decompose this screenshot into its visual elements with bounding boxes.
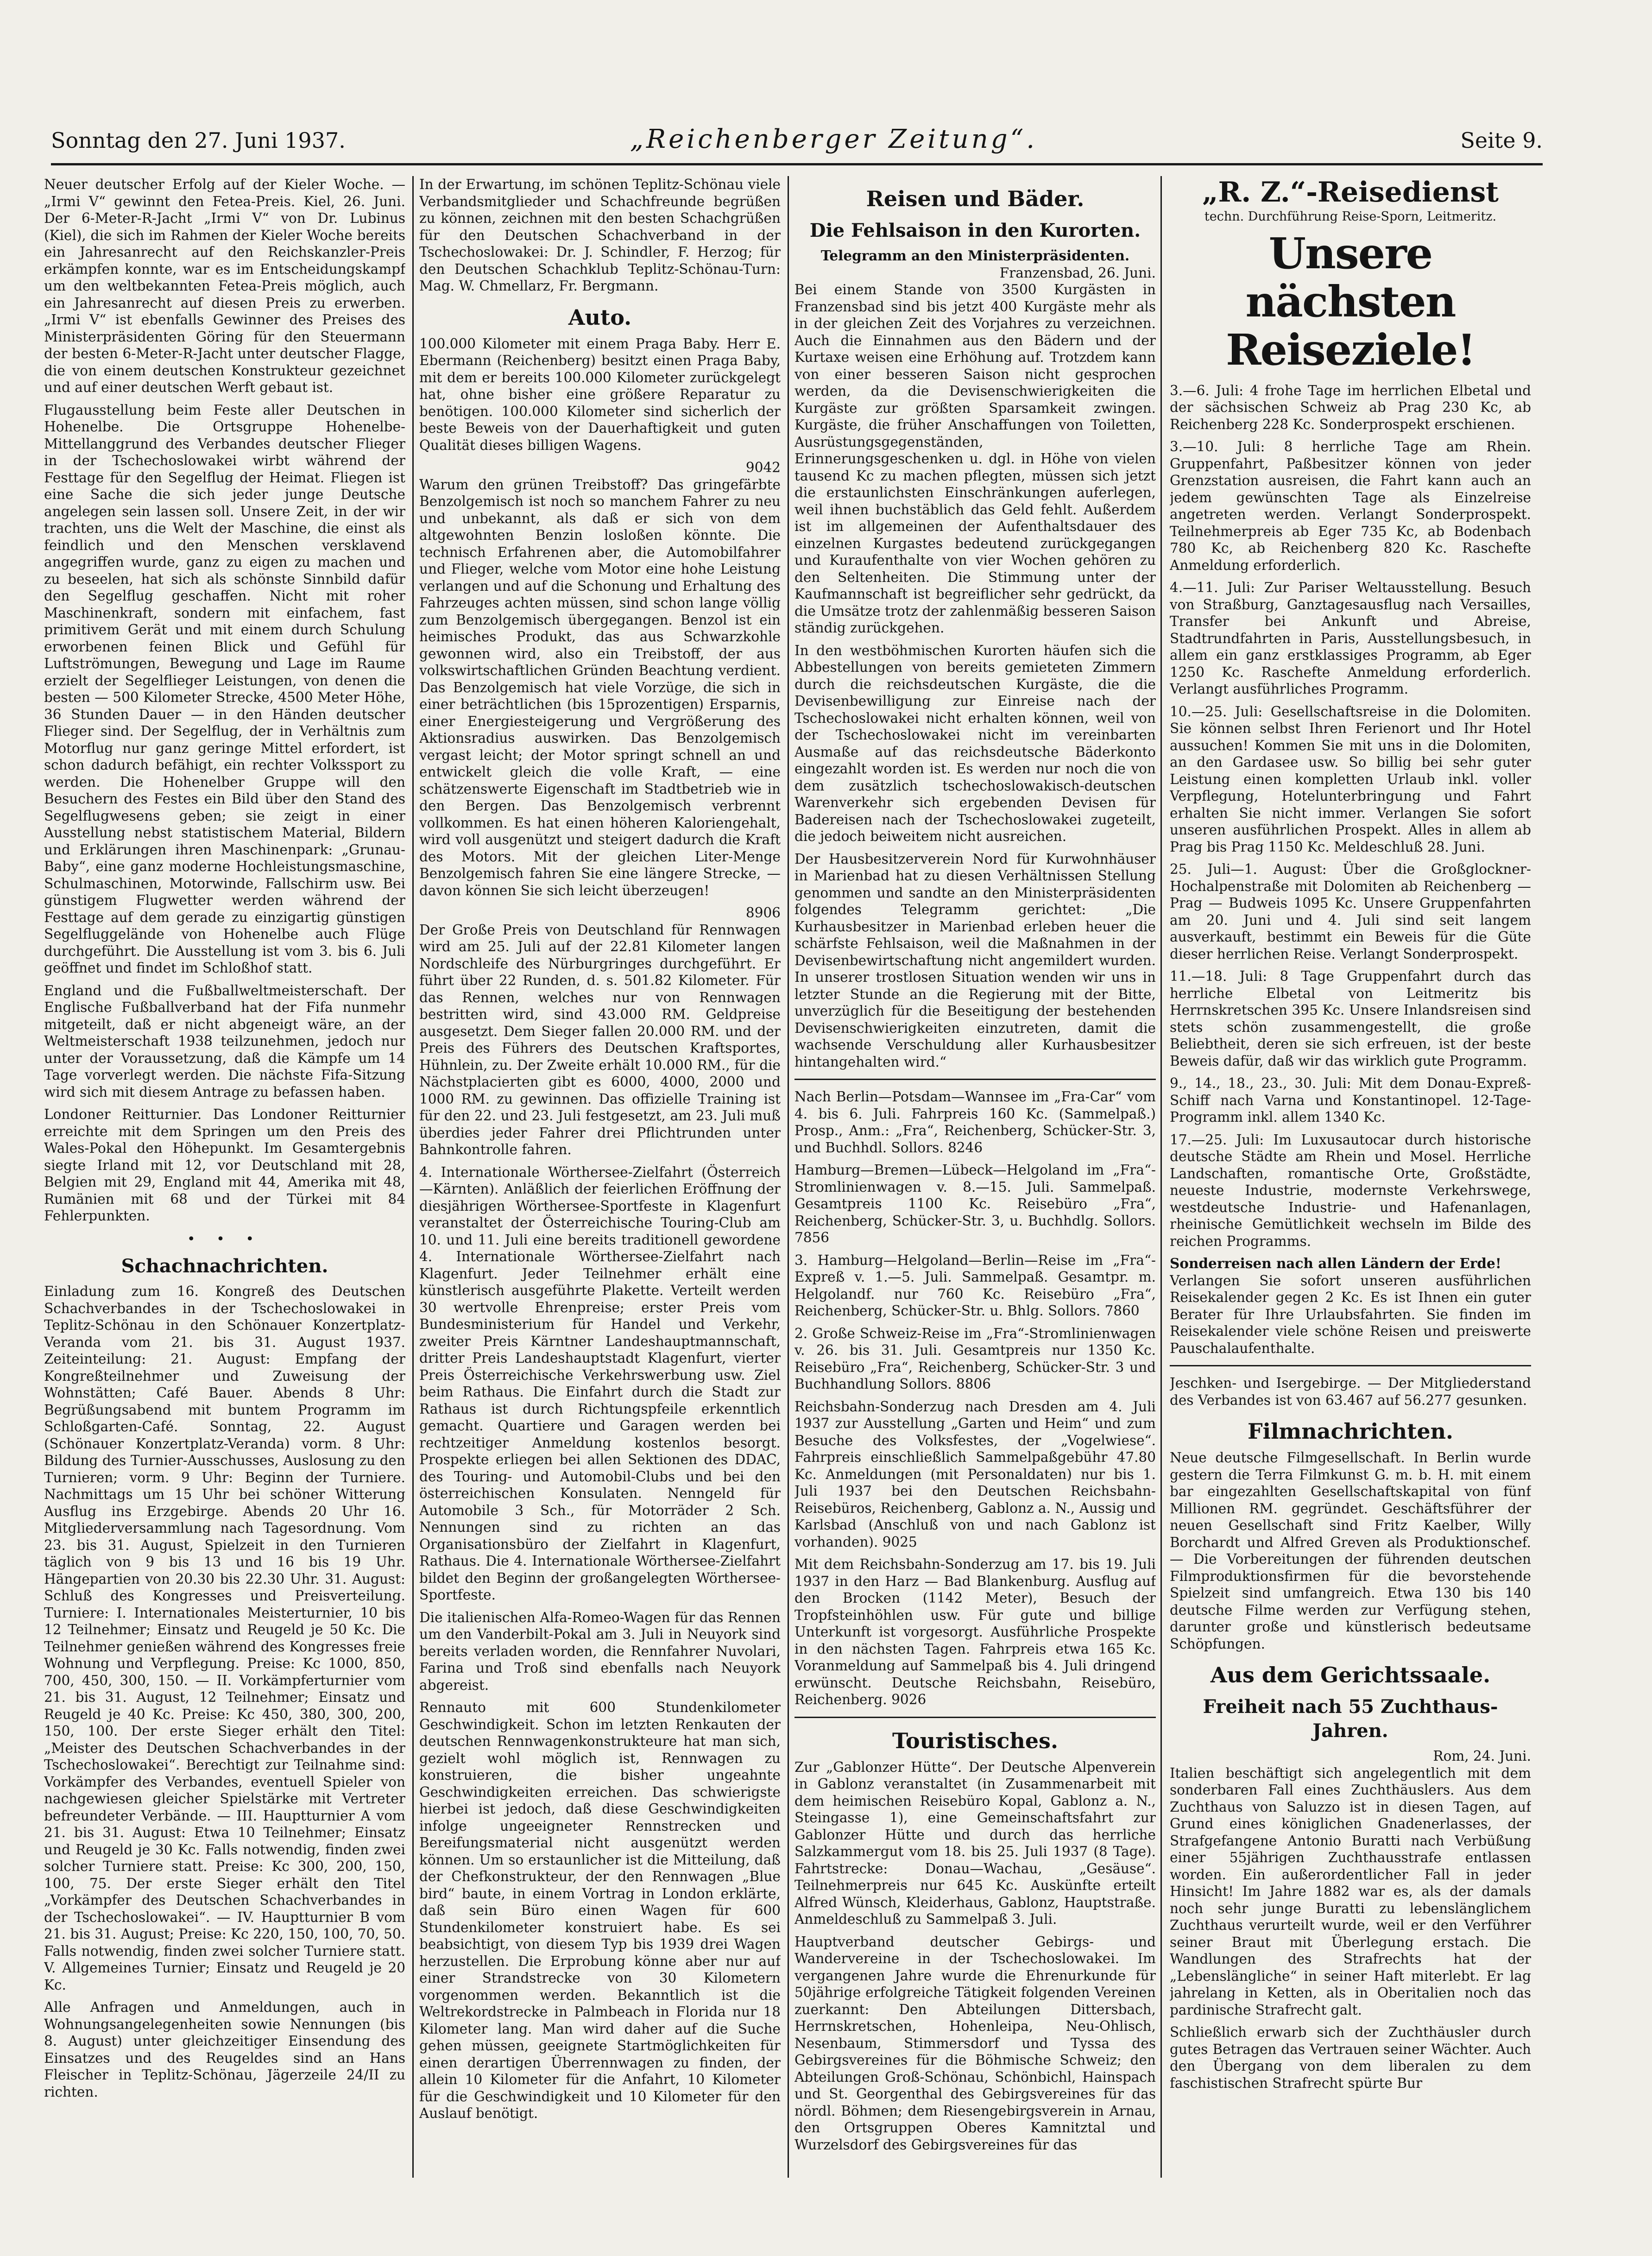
travel-ad: Nach Berlin—Potsdam—Wannsee im „Fra-Car“ vom 4. bis 6. Juli. Fahrpreis 160 Kc. (Sammelpaß.) Prosp., Anm.: „Fra“, Reichenberg, Schücker-Str. 3, und Buchhdl. Sollors. 8246 [794,1089,1156,1156]
article-reitturnier: Londoner Reitturnier. Das Londoner Reitturnier erreichte mit dem Springen um den Preis des Wales-Pokal den Höhepunkt. Im Gesamtergebnis siegte Irland mit 12, vor Deutschland mit 28, Belgien mit 29, England mit 44, Amerika mit 48, Rumänien mit 68 und der Türkei mit 84 Fehlerpunkten. [44,1106,405,1224]
article-treibstoff: Warum den grünen Treibstoff? Das gringefärbte Benzolgemisch ist noch so manchem Fahrer zu neu und unbekannt, als daß er sich von dem altgewohnten Benzin losloßen könnte. Die technisch Erfahrenen aber, die Automobilfahrer und Flieger, welche vom Motor eine hohe Leistung verlangen und auf die Schonung und Erhaltung des Fahrzeuges achten müssen, sind schon lange völlig zum Benzolgemisch übergegangen. Benzol ist ein heimisches Produkt, das aus Schwarzkohle gewonnen wird, also ein Treibstoff, der aus volkswirtschaftlichen Gründen Beachtung verdient. Das Benzolgemisch hat viele Vorzüge, die sich in einer beträchtlichen (bis 15prozentigen) Ersparnis, einer Energiesteigerung und Vergrößerung des Aktionsradius auswirken. Das Benzolgemisch vergast leicht; der Motor springt schnell an und entwickelt gleich die volle Kraft, — eine schätzenswerte Eigenschaft im Stadtbetrieb wie in den Bergen. Das Benzolgemisch verbrennt vollkommen. Es hat einen höheren Kaloriengehalt, wird voll ausgenützt und steigert dadurch die Kraft des Motors. Mit der gleichen Liter-Menge Benzolgemisch fahren Sie eine längere Strecke, — davon können Sie sich leicht überzeugen! [419,476,781,898]
ad-subtitle: techn. Durchführung Reise-Sporn, Leitmeritz. [1204,209,1497,224]
ad-title-reisedienst: „R. Z.“-Reisedienst [1202,176,1499,209]
article-headline-fehlsaison: Die Fehlsaison in den Kurorten. [809,220,1141,241]
newspaper-title: „Reichenberger Zeitung“. [630,124,1038,154]
column-3 [794,176,1156,2182]
trip-item: 11.—18. Juli: 8 Tage Gruppenfahrt durch das herrliche Elbetal von Leitmeritz bis Herrnskretschen 395 Kc. Unsere Inlandsreisen sind stets schön zusammengestellt, die große Beliebtheit, deren sie sich erfreuen, ist der beste Beweis dafür, daß wir das wirklich gute Programm. [1170,968,1531,1069]
section-separator: • • • [187,1231,263,1247]
dateline: Rom, 24. Juni. [1433,1748,1531,1764]
article-jeschken: Jeschken- und Isergebirge. — Der Mitgliederstand des Verbandes ist von 63.467 auf 56.277 gesunken. [1170,1375,1531,1408]
column-divider [1160,176,1162,2178]
article-kurorte: In den westböhmischen Kurorten häufen sich die Abbestellungen von bereits gemieteten Zimmern durch die reichsdeutschen Kurgäste, die die Devisenbewilligung zur Einreise nach der Tschechoslowakei nicht erhalten können, weil von der Tschechoslowakei nicht im vereinbarten Ausmaße auf das reichsdeutsche Bäderkonto eingezahlt worden ist. Es werden nur noch die von dem zusätzlich tschechoslowakisch-deutschen Warenverkehr sich ergebenden Devisen für Badereisen nach der Tschechoslowakei zugeteilt, die jedoch beiweitem nicht ausreichen. [794,642,1156,844]
travel-ad: 3. Hamburg—Helgoland—Berlin—Reise im „Fra“-Expreß v. 1.—5. Juli. Sammelpaß. Gesamtpr. m. Helgolandf. nur 760 Kc. Reisebüro „Fra“, Reichenberg, Schücker-Str. u. Bhlg. Sollors. 7860 [794,1252,1156,1319]
article-headline-zuchthaus: Freiheit nach 55 Zuchthaus-Jahren. [1203,1696,1498,1742]
ad-number: 9042 [745,460,781,475]
article-kieler-woche: Neuer deutscher Erfolg auf der Kieler Woche. — „Irmi V“ gewinnt den Fetea-Preis. Kiel, 26. Juni. Der 6-Meter-R-Jacht „Irmi V“ von Dr. Lubinus (Kiel), die sich im Rahmen der Kieler Woche bereits ein Jahresanrecht auf den Reichskanzler-Preis erkämpfen konnte, war es im Entscheidungskampf um den weltbekannten Fetea-Preis möglich, auch ein Jahresanrecht auf diesen Preis zu erwerben. „Irmi V“ ist ebenfalls Gewinner des Preises des Ministerpräsidenten Göring für den Steuermann der besten 6-Meter-R-Jacht unter deutscher Flagge, die von einem deutschen Konstrukteur gezeichnet und auf einer deutschen Werft gebaut ist. [44,177,405,395]
dateline: Franzensbad, 26. Juni. [999,265,1156,281]
column-1 [44,176,405,2182]
travel-ad: Mit dem Reichsbahn-Sonderzug am 17. bis 19. Juli 1937 in den Harz — Bad Blankenburg. Ausflug auf den Brocken (1142 Meter), Besuch der Tropfsteinhöhlen usw. Für gute und billige Unterkunft ist vorgesorgt. Ausführliche Prospekte in den nächsten Tagen. Fahrpreis etwa 165 Kc. Voranmeldung auf Sammelpaß bis 4. Juli dringend erwünscht. Deutsche Reichsbahn, Reisebüro, Reichenberg. 9026 [794,1556,1156,1707]
section-heading-auto: Auto. [568,304,632,330]
article-filmgesellschaft: Neue deutsche Filmgesellschaft. In Berlin wurde gestern die Terra Filmkunst G. m. b. H. mit einem bar eingezahlten Gesellschaftskapital von fünf Millionen RM. gegründet. Geschäftsführer der neuen Gesellschaft sind Fritz Kaelber, Willy Borchardt und Alfred Greven als Produktionschef. — Die Vorbereitungen der führenden deutschen Filmproduktionsfirmen für die bevorstehende Spielzeit sind umfangreich. Etwa 130 bis 140 deutsche Filme werden zur Verfügung stehen, darunter große und künstlerisch bedeutsame Schöpfungen. [1170,1450,1531,1652]
article-praga-baby: 100.000 Kilometer mit einem Praga Baby. Herr E. Ebermann (Reichenberg) besitzt einen Praga Baby, mit dem er bereits 100.000 Kilometer zurückgelegt hat, ohne bisher eine größere Reparatur zu benötigen. 100.000 Kilometer sind sicherlich der beste Beweis von der Dauerhaftigkeit und guten Qualität dieses billigen Wagens. [419,335,781,453]
column-divider [788,176,789,2178]
article-woerthersee: 4. Internationale Wörthersee-Zielfahrt (Österreich—Kärnten). Anläßlich der feierlichen Eröffnung der diesjährigen Wörthersee-Sportfeste in Klagenfurt veranstaltet der Österreichische Touring-Club am 10. und 11. Juli eine bereits traditionell gewordene 4. Internationale Wörthersee-Zielfahrt nach Klagenfurt. Jeder Teilnehmer erhält eine künstlerisch ausgeführte Plakette. Verteilt werden 30 wertvolle Ehrenpreise; erster Preis vom Bundesministerium für Handel und Verkehr, zweiter Preis Kärntner Landeshauptmannschaft, dritter Preis Landeshauptstadt Klagenfurt, vierter Preis Österreichische Verkehrswerbung usw. Ziel beim Rathaus. Die Einfahrt durch die Stadt zur Rathaus ist durch Richtungspfeile erkenntlich gemacht. Quartiere und Garagen werden bei rechtzeitiger Anmeldung kostenlos besorgt. Prospekte erliegen bei allen Sektionen des DDAC, des Touring- und Automobil-Clubs und bei den österreichischen Konsulaten. Nenngeld für Automobile 3 Sch., für Motorräder 2 Sch. Nennungen sind zu richten an das Organisationsbüro der Zielfahrt in Klagenfurt, Rathaus. Die 4. Internationale Wörthersee-Zielfahrt bildet den Beginn der großangelegten Wörthersee-Sportfeste. [419,1164,781,1603]
trip-item: 10.—25. Juli: Gesellschaftsreise in die Dolomiten. Sie können selbst Ihren Ferienort und Ihr Hotel aussuchen! Kommen Sie mit uns in die Dolomiten, an den Gardasee usw. So billig bei sehr guter Leistung einen kompletten Urlaub inkl. voller Verpflegung, Hotelunterbringung und Fahrt erhalten Sie nicht immer. Verlangen Sie sofort unseren ausführlichen Prospekt. Alles in allem ab Prag bis Prag 1150 Kc. Meldeschluß 28. Juni. [1170,703,1531,855]
trip-item: 3.—10. Juli: 8 herrliche Tage am Rhein. Gruppenfahrt, Paßbesitzer können von jeder Grenzstation ausreisen, die Fahrt kann auch an jedem gewünschten Tage als Einzelreise angetreten werden. Verlangt Sonderprospekt. Teilnehmerpreis ab Eger 735 Kc, ab Bodenbach 780 Kc, ab Reichenberg 820 Kc. Raschefte Anmeldung erforderlich. [1170,439,1531,573]
article-marienbad: Der Hausbesitzerverein Nord für Kurwohnhäuser in Marienbad hat zu diesen Verhältnissen Stellung genommen und sandte an den Ministerpräsidenten folgendes Telegramm gerichtet: „Die Kurhausbesitzer in Marienbad erleben heuer die schärfste Fehlsaison, weil die Maßnahmen in der Devisenbewirtschaftung nicht angemildert wurden. In unserer trostlosen Situation wenden wir uns in letzter Stunde an die Regierung mit der Bitte, unverzüglich für die Beseitigung der bestehenden Devisenschwierigkeiten einzutreten, damit die wachsende Verschuldung aller Kurhausbesitzer hintangehalten wird.“ [794,851,1156,1070]
trip-item: 9., 14., 18., 23., 30. Juli: Mit dem Donau-Expreß-Schiff nach Varna und Konstantinopel. 12-Tage-Programm inkl. allem 1340 Kc. [1170,1075,1531,1125]
trip-item: 25. Juli—1. August: Über die Großglockner-Hochalpenstraße mit Dolomiten ab Reichenberg — Prag — Budweis 1095 Kc. Unsere Gruppenfahrten am 20. Juni und 4. Juli sind seit langem ausverkauft, bestimmt ein Beweis für die Güte dieser herrlichen Reise. Verlangt Sonderprospekt. [1170,861,1531,962]
issue-date: Sonntag den 27. Juni 1937. [51,128,346,153]
travel-ad: 2. Große Schweiz-Reise im „Fra“-Stromlinienwagen v. 26. bis 31. Juli. Gesamtpreis nur 1350 Kc. Reisebüro „Fra“, Reichenberg, Schücker-Str. 3 und Buchhandlung Sollors. 8806 [794,1325,1156,1392]
article-zuchthaus-cont: Schließlich erwarb sich der Zuchthäusler durch gutes Betragen das Vertrauen seiner Wächter. Auch den Übergang von dem liberalen zu dem faschistischen Strafrecht spürte Bur [1170,2024,1531,2091]
masthead-rule [51,163,1543,165]
section-heading-reisen: Reisen und Bäder. [866,186,1085,211]
article-schach-anmeldungen: Alle Anfragen und Anmeldungen, auch in Wohnungsangelegenheiten sowie Nennungen (bis 8. August) unter gleichzeitiger Einsendung des Einsatzes und des Reugeldes sind an Hans Fleischer in Teplitz-Schönau, Jägerzeile 24/II zu richten. [44,1999,405,2100]
article-fehlsaison: Bei einem Stande von 3500 Kurgästen in Franzensbad sind bis jetzt 400 Kurgäste mehr als in der gleichen Zeit des Vorjahres zu verzeichnen. Auch die Einnahmen aus den Bädern und der Kurtaxe weisen eine Erhöhung auf. Trotzdem kann von einer besseren Saison nicht gesprochen werden, da die Devisenschwierigkeiten die Kurgäste zur größten Sparsamkeit zwingen. Kurgäste, die früher Anschaffungen von Toiletten, Ausrüstungsgegenständen, Erinnerungsgeschenken u. dgl. in Höhe von vielen tausend Kc zu machen pflegten, müssen sich jetzt die erstaunlichsten Einschränkungen auferlegen, weil ihnen buchstäblich das Geld fehlt. Außerdem ist im allgemeinen der Aufenthaltsdauer des einzelnen Kurgastes bedeutend zurückgegangen und Kuraufenthalte von vier Wochen gehören zu den Seltenheiten. Die Stimmung unter der Kaufmannschaft ist begreiflicher sehr gedrückt, da die Umsätze trotz der zahlenmäßig besseren Saison ständig zurückgehen. [794,282,1156,636]
ad-footer-heading: Sonderreisen nach allen Ländern der Erde! [1170,1255,1501,1271]
divider [794,1717,1156,1718]
article-schachkongress: Einladung zum 16. Kongreß des Deutschen Schachverbandes in der Tschechoslowakei in Teplitz-Schönau in den Schönauer Konzertplatz-Veranda vom 21. bis 31. August 1937. Zeiteinteilung: 21. August: Empfang der Kongreßteilnehmer und Zuweisung der Wohnstätten; Café Bauer. Abends 8 Uhr: Begrüßungsabend mit buntem Programm im Schloßgarten-Café. Sonntag, 22. August (Schönauer Konzertplatz-Veranda) vorm. 8 Uhr: Bildung des Turnier-Ausschusses, Auslosung zu den Turnieren; vorm. 9 Uhr: Beginn der Turniere. Nachmittags um 15 Uhr bei schöner Witterung Ausflug ins Erzgebirge. Abends 20 Uhr 16. Mitgliederversammlung nach Tagesordnung. Vom 23. bis 31. August, Spielzeit in den Turnieren täglich von 9 bis 13 und 16 bis 19 Uhr. Hängepartien von 20.30 bis 22.30 Uhr. 31. August: Schluß des Kongresses und Preisverteilung. Turniere: I. Internationales Meisterturnier, 10 bis 12 Teilnehmer; Einsatz und Reugeld je 50 Kc. Die Teilnehmer genießen während des Kongresses freie Wohnung und Verpflegung. Preise: Kc 1000, 850, 700, 450, 300, 150. — II. Vorkämpferturnier vom 21. bis 31. August, 12 Teilnehmer; Einsatz und Reugeld je 40 Kc. Preise: Kc 450, 380, 300, 200, 150, 100. Der erste Sieger erhält den Titel: „Meister des Deutschen Schachverbandes in der Tschechoslowakei“. Berechtigt zur Teilnahme sind: Vorkämpfer des Verbandes, eventuell Spieler von nachgewiesen gleicher Spielstärke mit Vertreter befreundeter Verbände. — III. Hauptturnier A vom 21. bis 31. August: Etwa 10 Teilnehmer; Einsatz und Reugeld je 30 Kc. Falls notwendig, finden zwei solcher Turniere statt. Preise: Kc 300, 200, 150, 100, 75. Der erste Sieger erhält den Titel „Vorkämpfer des Deutschen Schachverbandes in der Tschechoslowakei“. — IV. Hauptturnier B vom 21. bis 31. August; Preise: Kc 220, 150, 100, 70, 50. Falls notwendig, finden zwei solcher Turniere statt. V. Allgemeines Turnier; Einsatz und Reugeld je 20 Kc. [44,1283,405,1993]
article-fussball-wm: England und die Fußballweltmeisterschaft. Der Englische Fußballverband hat der Fifa nunmehr mitgeteilt, daß er nicht abgeneigt wäre, an der Weltmeisterschaft 1938 teilzunehmen, jedoch nur unter der Voraussetzung, daß die Kämpfe um 14 Tage vorverlegt werden. Die nächste Fifa-Sitzung wird sich mit diesem Antrage zu befassen haben. [44,982,405,1100]
article-flugausstellung: Flugausstellung beim Feste aller Deutschen in Hohenelbe. Die Ortsgruppe Hohenelbe-Mittellanggrund des Verbandes deutscher Flieger in der Tschechoslowakei wirbt während der Festtage für den Segelflug der Heimat. Fliegen ist eine Sache die sich jeder junge Deutsche angelegen sein lassen soll. Unsere Zeit, in der wir trachten, uns die Welt der Maschine, die einst als feindlich und den Menschen versklavend angegriffen wurde, ganz zu eigen zu machen und zu beseelen, hat sich als schönste Sinnbild dafür den Segelflug geschaffen. Nicht mit roher Maschinenkraft, sondern mit einfachem, fast primitivem Gerät und mit einem durch Schulung erworbenen feinen Blick und Gefühl für Luftströmungen, Bewegung und Lage im Raume erzielt der Segelflieger Leistungen, von denen die besten — 500 Kilometer Strecke, 4500 Meter Höhe, 36 Stunden Dauer — in den Händen deutscher Flieger sind. Der Segelflug, der in Verhältnis zum Motorflug nur ganz geringe Mittel erfordert, ist schon dadurch befähigt, ein rechter Volkssport zu werden. Die Hohenelber Gruppe will den Besuchern des Festes ein Bild über den Stand des Segelflugwesens geben; sie zeigt in einer Ausstellung nebst statistischem Material, Bildern und Erklärungen ihren Maschinenpark: „Grunau-Baby“, eine ganz moderne Hochleistungsmaschine, Schulmaschinen, Motorwinde, Fallschirm usw. Bei günstigem Flugwetter werden während der Festtage auf dem gerade zu einzigartig günstigen Segelfluggelände von Hohenelbe auch Flüge durchgeführt. Die Ausstellung ist vom 3. bis 6. Juli geöffnet und findet im Schloßhof statt. [44,402,405,976]
ad-footer-text: Verlangen Sie sofort unseren ausführlichen Reisekalender gegen 2 Kc. Es ist Ihnen ein guter Berater für Ihre Urlaubsfahrten. Sie finden im Reisekalender viele schöne Reisen und preiswerte Pauschalaufenthalte. [1170,1272,1531,1356]
section-heading-touristisches: Touristisches. [892,1728,1058,1753]
masthead [51,124,1543,166]
travel-ad: Hamburg—Bremen—Lübeck—Helgoland im „Fra“-Stromlinienwagen v. 8.—15. Juli. Sammelpaß. Gesamtpreis 1100 Kc. Reisebüro „Fra“, Reichenberg, Schücker-Str. 3, u. Buchhdlg. Sollors. 7856 [794,1162,1156,1245]
page-number: Seite 9. [1460,128,1543,153]
section-heading-film: Filmnachrichten. [1247,1419,1454,1444]
ad-headline: Unsere nächsten Reiseziele! [1226,228,1475,375]
trip-item: 17.—25. Juli: Im Luxusautocar durch historische deutsche Städte am Rhein und Mosel. Herrliche Landschaften, romantische Orte, Großstädte, neueste Industrie, modernste Verkehrswege, westdeutsche Industrie- und Hafenanlagen, rheinische Gemütlichkeit wechseln im Bilde des reichen Programms. [1170,1131,1531,1249]
article-hauptverband: Hauptverband deutscher Gebirgs- und Wandervereine in der Tschechoslowakei. Im vergangenen Jahre wurde die Ehrenurkunde für 50jährige erfolgreiche Tätigkeit folgenden Vereinen zuerkannt: Den Abteilungen Dittersbach, Herrnskretschen, Hohenleipa, Neu-Ohlisch, Nesenbaum, Stimmersdorf und Tyssa des Gebirgsvereines für die Böhmische Schweiz; den Abteilungen Groß-Schönau, Schönbichl, Hainspach und St. Georgenthal des Gebirgsvereines für das nördl. Böhmen; dem Riesengebirgsverein in Arnau, den Ortsgruppen Oberes Kamnitztal und Wurzelsdorf des Gebirgsvereines für das [794,1934,1156,2153]
column-4 [1170,176,1531,2182]
article-zuchthaus: Italien beschäftigt sich angelegentlich mit dem sonderbaren Fall eines Zuchthäuslers. Aus dem Zuchthaus von Saluzzo ist in diesen Tagen, auf Grund eines königlichen Gnadenerlasses, der Strafgefangene Antonio Buratti nach Verbüßung einer 55jährigen Zuchthausstrafe entlassen worden. Ein außerordentlicher Fall in jeder Hinsicht! Im Jahre 1882 war es, als der damals noch sehr junge Buratti zu lebenslänglichem Zuchthaus verurteilt wurde, weil er den Verführer seiner Braut mit Überlegung erstach. Die Wandlungen des Strafrechts hat der „Lebenslängliche“ in seiner Haft miterlebt. Er lag jahrelang in Ketten, als in Oberitalien noch das pardinische Strafrecht galt. [1170,1765,1531,2018]
divider [1170,1365,1531,1366]
section-heading-schach: Schachnachrichten. [121,1255,328,1277]
article-alfa-romeo: Die italienischen Alfa-Romeo-Wagen für das Rennen um den Vanderbilt-Pokal am 3. Juli in Neuyork sind bereits verladen worden, die Rennfahrer Nuvolari, Farina und Troß sind ebenfalls nach Neuyork abgereist. [419,1609,781,1693]
divider [794,1079,1156,1080]
column-divider [412,176,414,2178]
article-gablonzer-huette: Zur „Gablonzer Hütte“. Der Deutsche Alpenverein in Gablonz veranstaltet (in Zusammenarbeit mit dem heimischen Reisebüro Kopal, Gablonz a. N., Steingasse 1), eine Gemeinschaftsfahrt zur Gablonzer Hütte und durch das herrliche Salzkammergut vom 18. bis 25. Juli 1937 (8 Tage). Fahrtstrecke: Donau—Wachau, „Gesäuse“. Teilnehmerpreis nur 645 Kc. Auskünfte erteilt Alfred Wünsch, Kleiderhaus, Gablonz, Hauptstraße. Anmeldeschluß zu Sammelpaß 3. Juli. [794,1759,1156,1927]
article-rennauto: Rennauto mit 600 Stundenkilometer Geschwindigkeit. Schon im letzten Renkauten der deutschen Rennwagenkonstrukteure hat man sich, gezielt wohl möglich ist, Rennwagen zu konstruieren, die bisher ungeahnte Geschwindigkeiten erreichen. Das schwierigste hierbei ist jedoch, daß diese Geschwindigkeiten infolge ungeeigneter Rennstrecken und Bereifungsmaterial nicht ausgenützt werden können. Um so erstaunlicher ist die Mitteilung, daß der Chefkonstrukteur, der den Rennwagen „Blue bird“ baute, in einem Vortrag in London erklärte, daß sein Büro einen Wagen für 600 Stundenkilometer konstruiert habe. Es sei beabsichtigt, von diesem Typ bis 1939 drei Wagen herzustellen. Die Erprobung könne aber nur auf einer Strandstrecke von 30 Kilometern vorgenommen werden. Bekanntlich ist die Weltrekordstrecke in Palmbeach in Florida nur 18 Kilometer lang. Man wird daher auf die Suche gehen müssen, geeignete Startmöglichkeiten für einen derartigen Überrennwagen zu finden, der allein 10 Kilometer für die Anfahrt, 10 Kilometer für die Geschwindigkeit und 10 Kilometer für den Auslauf benötigt. [419,1700,781,2121]
section-heading-gericht: Aus dem Gerichtssaale. [1210,1662,1491,1687]
trip-item: 3.—6. Juli: 4 frohe Tage im herrlichen Elbetal und der sächsischen Schweiz ab Prag 230 Kc, ab Reichenberg 228 Kc. Sonderprospekt erschienen. [1170,382,1531,432]
ad-number: 8906 [745,905,781,921]
article-subheadline: Telegramm an den Ministerpräsidenten. [820,247,1130,264]
trip-item: 4.—11. Juli: Zur Pariser Weltausstellung. Besuch von Straßburg, Ganztagesausflug nach Versailles, Transfer bei Ankunft und Abreise, Stadtrundfahrten in Paris, Ausstellungsbesuch, in allem ein ganz erstklassiges Programm, ab Eger 1250 Kc. Raschefte Anmeldung erforderlich. Verlangt ausführliches Programm. [1170,580,1531,697]
travel-ad: Reichsbahn-Sonderzug nach Dresden am 4. Juli 1937 zur Ausstellung „Garten und Heim“ und zum Besuche des Volksfestes, der „Vogelwiese“. Fahrpreis einschließlich Sammelpaßgebühr 47.80 Kc. Anmeldungen (mit Personaldaten) nur bis 1. Juli 1937 bei den Deutschen Reichsbahn-Reisebüros, Reichenberg, Gablonz a. N., Aussig und Karlsbad (Anschluß von und nach Gablonz ist vorhanden). 9025 [794,1398,1156,1550]
article-schach-gruss: In der Erwartung, im schönen Teplitz-Schönau viele Verbandsmitglieder und Schachfreunde begrüßen zu können, zeichnen mit den besten Schachgrüßen für den Deutschen Schachverband in der Tschechoslowakei: Dr. J. Schindler, F. Herzog; für den Deutschen Schachklub Teplitz-Schönau-Turn: Mag. W. Chmellarz, Fr. Bergmann. [419,177,781,294]
column-2 [419,176,781,2182]
article-grosser-preis: Der Große Preis von Deutschland für Rennwagen wird am 25. Juli auf der 22.81 Kilometer langen Nordschleife des Nürburgringes durchgeführt. Er führt über 22 Runden, d. s. 501.82 Kilometer. Für das Rennen, welches nur von Rennwagen bestritten wird, sind 43.000 RM. Geldpreise ausgesetzt. Dem Sieger fallen 20.000 RM. und der Preis des Führers des Deutschen Kraftsportes, Hühnlein, zu. Der Zweite erhält 10.000 RM., für die Nächstplacierten gibt es 6000, 4000, 2000 und 1000 RM. zu gewinnen. Das offizielle Training ist für den 22. und 23. Juli festgesetzt, am 23. Juli muß überdies jeder Fahrer drei Pflichtrunden unter Bahnkontrolle fahren. [419,922,781,1157]
